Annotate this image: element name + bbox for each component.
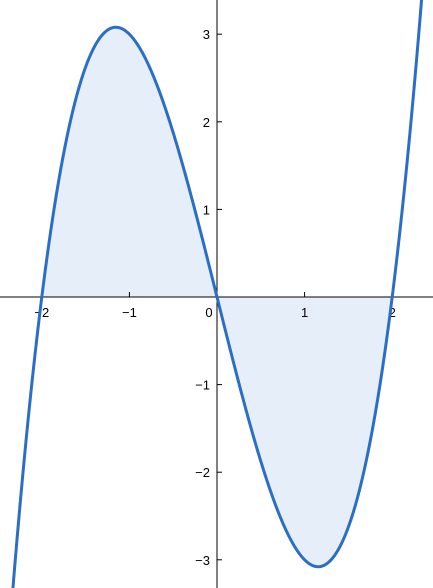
y-tick-label: 1 xyxy=(202,202,210,218)
x-tick-label: 1 xyxy=(300,305,309,320)
x-tick-label: 2 xyxy=(388,305,396,320)
x-tick-label: 0 xyxy=(205,305,213,320)
y-tick-label: 2 xyxy=(202,114,210,130)
shaded-region-1 xyxy=(42,27,217,297)
y-tick-label: −1 xyxy=(195,377,210,393)
y-tick-label: −2 xyxy=(195,465,210,481)
y-tick-label: −3 xyxy=(195,552,210,568)
x-tick-label: −2 xyxy=(34,305,50,320)
shaded-region-2 xyxy=(217,297,392,567)
x-tick-label: −1 xyxy=(121,305,137,320)
y-tick-label: 3 xyxy=(202,27,210,43)
